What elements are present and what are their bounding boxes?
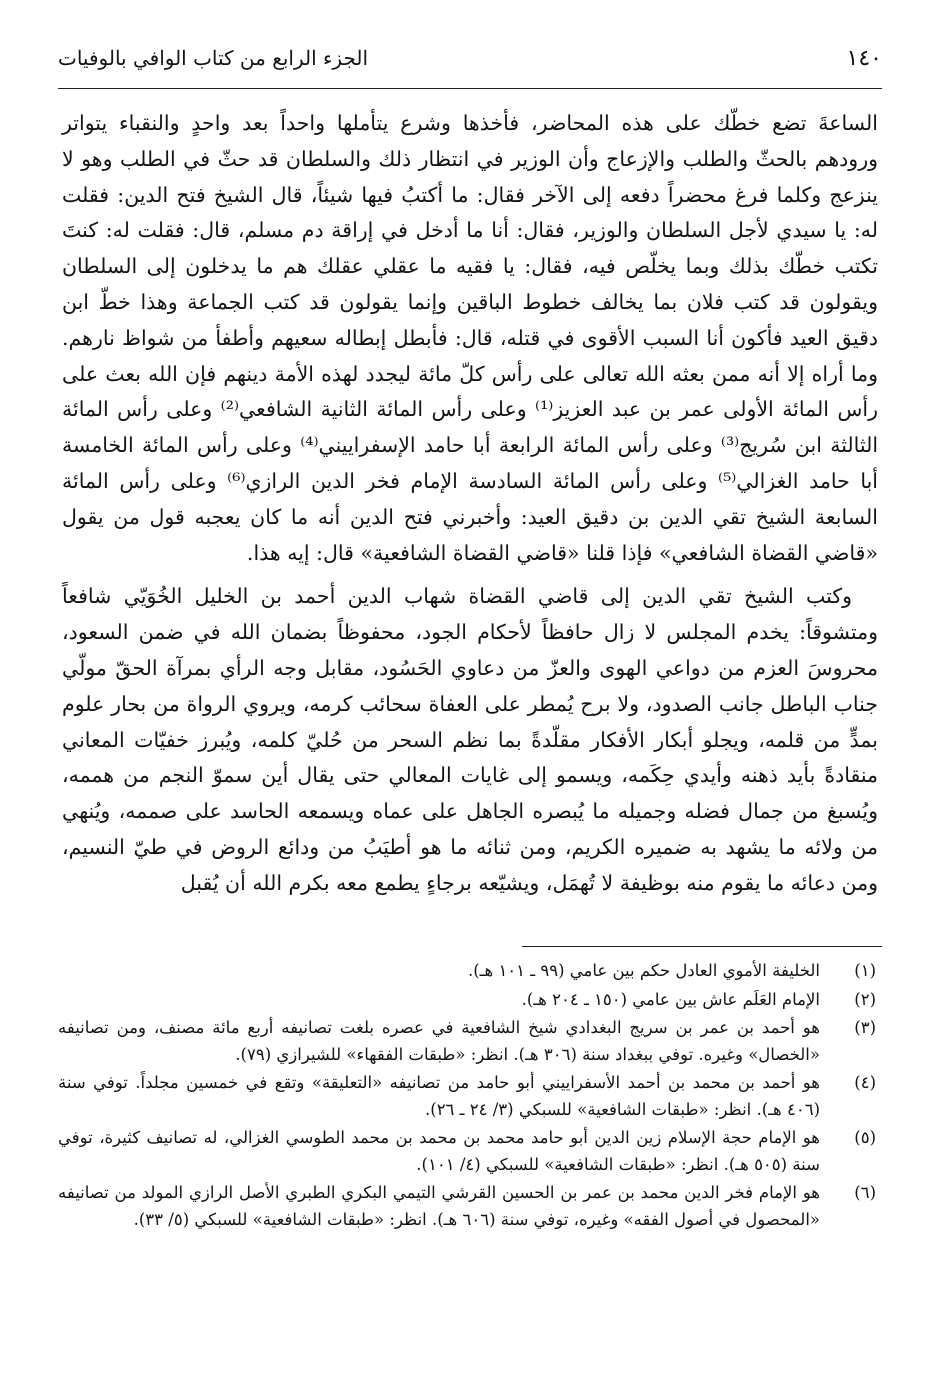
footnote-number: (٤) (854, 1073, 876, 1092)
footnote-number: (١) (854, 961, 876, 980)
footnote (58, 1125, 882, 1178)
footnote (58, 1070, 882, 1123)
footnote-text: هو أحمد بن محمد بن أحمد الأسفراييني أبو حامد من تصانيفه «التعليقة» وتقع في خمسين مجلداً. توفي سنة (٤٠٦ هـ). انظر: «طبقات الشافعية» للسبكي (٣/ ٢٤ ـ ٢٦). (58, 1073, 820, 1119)
page-header (58, 40, 882, 89)
footnote-text: هو الإمام فخر الدين محمد بن عمر بن الحسين القرشي التيمي البكري الطبري الأصل الرازي المولد من تصانيفه «المحصول في أصول الفقه» وغيره، توفي سنة (٦٠٦ هـ). انظر: «طبقات الشافعية» للسبكي (٥/ ٣٣). (58, 1183, 820, 1229)
footnote (58, 987, 882, 1014)
footnote-text: هو الإمام حجة الإسلام زين الدين أبو حامد محمد بن محمد بن محمد الطوسي الغزالي، له تصانيف كثيرة، توفي سنة (٥٠٥ هـ). انظر: «طبقات الشافعية» للسبكي (٤/ ١٠١). (58, 1128, 820, 1174)
footnote-number: (٢) (854, 989, 876, 1009)
footnote-text: هو أحمد بن عمر بن سريج البغدادي شيخ الشافعية في عصره بلغت تصانيفه أربع مائة مصنف، ومن تصانيفه «الخصال» وغيره. توفي ببغداد سنة (٣٠٦ هـ). انظر: «طبقات الفقهاء» للشيرازي (٧٩). (58, 1018, 820, 1064)
footnote (58, 958, 882, 985)
paragraph: الساعةَ تضع خطّك على هذه المحاضر، فأخذها وشرع يتأملها واحداً بعد واحدٍ والنقباء يتواتر ورودهم بالحثّ والطلب والإزعاج وأن الوزير في انتظار ذلك والسلطان قد حثّ في الطلب وهو لا ينزعج وكلما فرغ محضراً دفعه إلى الآخر فقال: ما أكتبُ فيها شيئاً، قال الشيخ فتح الدين: فقلت له: يا سيدي لأجل السلطان والوزير، فقال: أنا ما أدخل في إراقة دم مسلم، قال: فقلت له: كنتَ تكتب خطّك بذلك وبما يخلّص فيه، فقال: يا فقيه ما عقلي عقلك هم ما يدخلون إلى السلطان ويقولون قد كتب فلان بما يخالف خطوط الباقين وإنما يقولون قد كتب الجماعة وهذا خطّ ابن دقيق العيد فأكون أنا السبب الأقوى في قتله، قال: فأبطل إبطاله سعيهم وأطفأ من شواظ نارهم. وما أراه إلا أنه ممن بعثه الله تعالى على رأس كلّ مائة ليجدد لهذه الأمة دينهم فإن الله بعث على رأس المائة الأولى عمر بن عبد العزيز⁽¹⁾ وعلى رأس المائة الثانية الشافعي⁽²⁾ وعلى رأس المائة الثالثة ابن سُريج⁽³⁾ وعلى رأس المائة الرابعة أبا حامد الإسفراييني⁽⁴⁾ وعلى رأس المائة الخامسة أبا حامد الغزالي⁽⁵⁾ وعلى رأس المائة السادسة الإمام فخر الدين الرازي⁽⁶⁾ وعلى رأس المائة السابعة الشيخ تقي الدين بن دقيق العيد: وأخبرني فتح الدين أنه ما كان يعجبه قول من يقول «قاضي القضاة الشافعي» فإذا قلنا «قاضي القضاة الشافعية» قال: إيه هذا. (62, 111, 879, 565)
page-number: ١٤٠ (846, 46, 882, 71)
footnote (58, 1015, 882, 1068)
footnotes (58, 958, 882, 1235)
footnote-separator (522, 946, 882, 947)
paragraph: وكتب الشيخ تقي الدين إلى قاضي القضاة شهاب الدين أحمد بن الخليل الخُوَيّي شافعاً ومتشوقاً: يخدم المجلس لا زال حافظاً لأحكام الجود، محفوظاً بضمان الله في ضمن السعود، محروسَ العزم من دواعي الهوى والعزّ من دعاوي الحَسُود، مقابل وجه الرأي بمرآة الحقّ مولّي جناب الباطل جانب الصدود، ولا برح يُمطر على العفاة سحائب كرمه، ويروي الرواة من بحار علوم بمدٍّ من قلمه، ويجلو أبكار الأفكار مقلّدةً بما نظم السحر من حُليّ كلمه، ويُبرز خفيّات المعاني منقادةً بأيد ذهنه وأيدي حِكَمه، ويسمو إلى غايات المعالي حتى يقال أين سموّ النجم من هممه، ويُسبغ من جمال فضله وجميله ما يُبصره الجاهل على عماه ويسمعه الحاسد على صممه، ويُنهي من ولائه ما يشهد به ضميره الكريم، ومن ثنائه ما هو أطيَبُ من ودائع الروض في طيّ النسيم، ومن دعائه ما يقوم منه بوظيفة لا تُهمَل، ويشيّعه برجاءٍ يطمع معه بكرم الله أن يُقبل (62, 584, 878, 895)
footnote-text: الخليفة الأموي العادل حكم بين عامي (٩٩ ـ ١٠١ هـ). (467, 961, 820, 980)
footnote-number: (٣) (854, 1018, 876, 1037)
main-text (62, 106, 878, 902)
footnote-text: الإمام العَلَم عاش بين عامي (١٥٠ ـ ٢٠٤ هـ). (521, 989, 820, 1009)
running-title: الجزء الرابع من كتاب الوافي بالوفيات (58, 46, 369, 70)
footnote-number: (٥) (854, 1128, 876, 1147)
footnote-number: (٦) (854, 1183, 876, 1202)
footnote (58, 1180, 882, 1233)
